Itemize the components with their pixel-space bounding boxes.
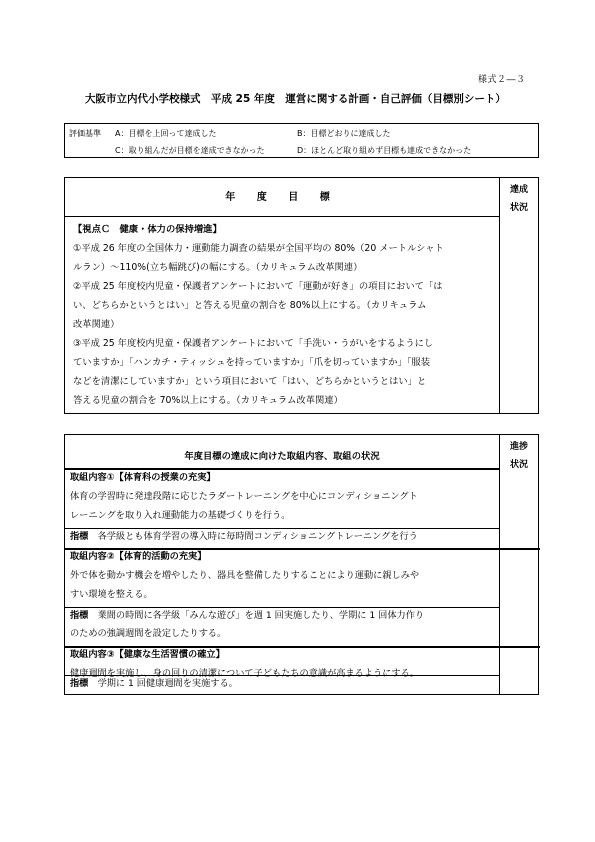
target-line: ルラン）～110%(立ち幅跳び)の幅にする。（カリキュラム改革関連） bbox=[73, 262, 363, 273]
effort-2-indicator: のための強調週間を設定したりする。 bbox=[70, 628, 227, 639]
progress-header: 状況 bbox=[509, 460, 528, 470]
effort-1-indicator-row bbox=[70, 528, 498, 547]
evaluation-criteria-box bbox=[64, 123, 539, 158]
effort-2-title: 取組内容②【体育的活動の充実】 bbox=[70, 551, 207, 562]
eval-header: 達成 bbox=[509, 185, 528, 195]
effort-2-desc: 外で体を動かす機会を増やしたり、器具を整備したりすることにより運動に親しみや bbox=[70, 570, 420, 581]
effort-3-desc: 健康週間を実施し、身の回りの清潔について子どもたちの意識が高まるようにする。 bbox=[70, 668, 419, 679]
criteria-label: 評価基準 bbox=[69, 129, 101, 138]
target-line: 改革関連） bbox=[73, 319, 120, 330]
target-line: ていますか」「ハンカチ・ティッシュを持っていますか」「爪を切っていますか」「服装 bbox=[73, 357, 430, 368]
criteria-b: B：目標どおりに達成した bbox=[297, 129, 391, 138]
target-body bbox=[73, 220, 493, 410]
divider bbox=[499, 435, 500, 694]
effort-3-title: 取組内容③【健康な生活習慣の確立】 bbox=[70, 649, 225, 660]
effort-1-desc: 体育の学習時に発達段階に応じたラダートレーニングを中心にコンディショニングト bbox=[70, 491, 418, 502]
document-title: 大阪市立内代小学校様式 平成 25 年度 運営に関する計画・自己評価（目標別シート） bbox=[85, 93, 506, 105]
effort-3-indicator-row bbox=[70, 675, 498, 694]
target-line: 【視点Ｃ 健康・体力の保持増進】 bbox=[73, 224, 222, 235]
indicator-label: 指標 bbox=[70, 531, 89, 542]
annual-target-table bbox=[64, 177, 539, 414]
indicator-label: 指標 bbox=[70, 610, 89, 621]
effort-1-desc: レーニングを取り入れ運動能力の基礎づくりを行う。 bbox=[70, 510, 291, 521]
effort-1-title: 取組内容①【体育科の授業の充実】 bbox=[70, 472, 216, 483]
effort-2-desc: すい環境を整える。 bbox=[70, 589, 153, 600]
criteria-c: C：取り組んだが目標を達成できなかった bbox=[115, 146, 265, 155]
effort-table bbox=[64, 434, 539, 695]
progress-header: 進捗 bbox=[509, 442, 528, 452]
target-line: い、どちらかというとはい」と答える児童の割合を 80%以上にする。（カリキュラム bbox=[73, 300, 427, 311]
effort-1-indicator: 各学級とも体育学習の導入時に毎時間コンディショニングトレーニングを行う bbox=[97, 531, 418, 542]
effort-2-indicator: 業間の時間に各学級「みんな遊び」を週 1 回実施したり、学期に 1 回体力作り bbox=[97, 610, 425, 621]
divider bbox=[65, 216, 499, 217]
effort-3-indicator: 学期に 1 回健康週間を実施する。 bbox=[97, 678, 238, 689]
effort-2-indicator-row bbox=[70, 607, 498, 626]
effort-header: 年度目標の達成に向けた取組内容、取組の状況 bbox=[184, 451, 380, 462]
target-line: ①平成 26 年度の全国体力・運動能力調査の結果が全国平均の 80%（20 メートルシャト bbox=[73, 243, 444, 254]
form-number: 様式２―３ bbox=[478, 75, 526, 85]
target-line: ②平成 25 年度校内児童・保護者アンケートにおいて「運動が好き」の項目において「は bbox=[73, 281, 443, 292]
criteria-a: A：目標を上回って達成した bbox=[115, 129, 217, 138]
divider bbox=[499, 178, 500, 413]
indicator-label: 指標 bbox=[70, 678, 89, 689]
target-line: ③平成 25 年度校内児童・保護者アンケートにおいて「手洗い・うがいをするようにし bbox=[73, 338, 434, 349]
target-header: 年 度 目 標 bbox=[225, 192, 339, 203]
target-line: 答える児童の割合を 70%以上にする。（カリキュラム改革関連） bbox=[73, 395, 343, 406]
criteria-d: D：ほとんど取り組めず目標も達成できなかった bbox=[297, 146, 472, 155]
eval-header: 状況 bbox=[509, 203, 528, 213]
target-line: などを清潔にしていますか」という項目において「はい、どちらかというとはい」と bbox=[73, 376, 427, 387]
